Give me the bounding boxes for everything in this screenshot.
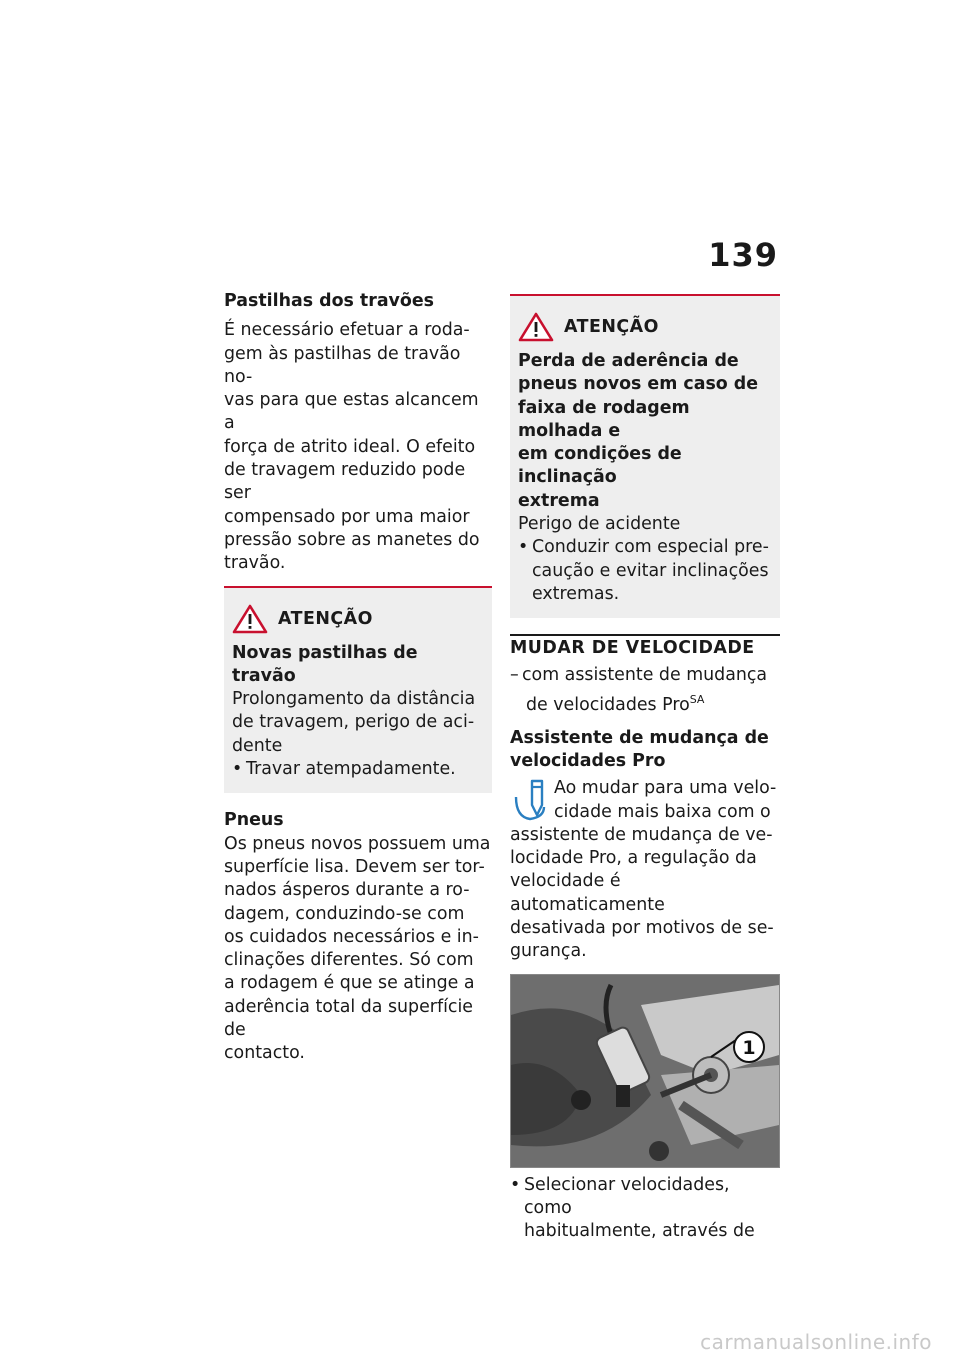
bullet-text: Selecionar velocidades, como	[524, 1174, 730, 1218]
text-line: gem às pastilhas de travão no-	[224, 343, 461, 387]
brake-pads-text	[224, 319, 492, 575]
warning-title-line: extrema	[518, 490, 600, 511]
text-line: compensado por uma maior	[224, 506, 470, 527]
warning-text: Perigo de acidente	[518, 514, 681, 535]
bullet-dot: •	[518, 537, 529, 558]
left-column	[224, 290, 492, 1066]
warning-title-line: Perda de aderência de	[518, 351, 739, 371]
warning-title-line: faixa de rodagem molhada e	[518, 397, 690, 441]
dash-text: de velocidades Pro	[526, 694, 690, 715]
dash-marker: –	[510, 665, 519, 686]
warning-label: ATENÇÃO	[278, 608, 373, 629]
bullet-item	[232, 758, 484, 781]
tyres-title: Pneus	[224, 810, 284, 831]
warning-triangle-icon	[232, 604, 268, 634]
text-line: vas para que estas alcancem a	[224, 390, 479, 434]
bullet-item	[510, 1174, 780, 1244]
warning-title-line: em condições de inclinação	[518, 444, 682, 488]
tyres-text	[224, 833, 492, 1066]
bullet-text: habitualmente, através de	[524, 1221, 755, 1242]
text-line: assistente de mudança de ve-	[510, 824, 773, 845]
warning-box-brake-pads	[224, 586, 492, 794]
bullet-text: Travar atempadamente.	[246, 759, 456, 780]
note-pencil-icon	[510, 777, 550, 823]
text-line: cidade mais baixa com o	[554, 801, 771, 822]
page-number: 139	[708, 236, 778, 274]
right-column	[510, 294, 780, 1244]
text-line: força de atrito ideal. O efeito	[224, 436, 476, 457]
text-line: É necessário efetuar a roda-	[224, 320, 470, 341]
text-line: dente	[232, 735, 283, 756]
text-line: Prolongamento da distância	[232, 689, 476, 710]
text-line: de travagem reduzido pode ser	[224, 460, 466, 504]
dash-item	[510, 664, 780, 716]
bullet-text: Conduzir com especial pre-	[532, 537, 769, 558]
gear-shift-photo	[510, 974, 780, 1168]
warning-triangle-icon	[518, 312, 554, 342]
bullet-dot: •	[232, 759, 243, 780]
warning-box-tyres	[510, 294, 780, 618]
text-line: locidade Pro, a regulação da	[510, 848, 757, 869]
text-line: de travagem, perigo de aci-	[232, 712, 475, 733]
text-line: dagem, conduzindo-se com	[224, 903, 465, 924]
text-line: desativada por motivos de se-	[510, 918, 774, 939]
section-title: MUDAR DE VELOCIDADE	[510, 634, 780, 658]
text-line: gurança.	[510, 941, 587, 962]
dash-text: com assistente de mudança	[522, 665, 768, 686]
warning-title: Novas pastilhas de travão	[232, 642, 418, 686]
assistant-title-line: Assistente de mudança de	[510, 727, 769, 748]
warning-title-line: pneus novos em caso de	[518, 374, 759, 395]
assistant-title-line: velocidades Pro	[510, 750, 666, 771]
bullet-text: caução e evitar inclinações	[532, 560, 769, 581]
photo-callout: 1	[742, 1036, 756, 1059]
text-line: nados ásperos durante a ro-	[224, 880, 470, 901]
text-line: velocidade é automaticamente	[510, 871, 665, 915]
warning-label: ATENÇÃO	[564, 317, 659, 337]
bullet-text: extremas.	[532, 583, 620, 604]
text-line: superfície lisa. Devem ser tor-	[224, 856, 485, 877]
brake-pads-title: Pastilhas dos travões	[224, 291, 434, 311]
text-line: Ao mudar para uma velo-	[554, 778, 777, 799]
text-line: aderência total da superfície de	[224, 996, 473, 1041]
text-line: travão.	[224, 553, 286, 574]
text-line: os cuidados necessários e in-	[224, 926, 479, 947]
bullet-item	[518, 536, 772, 606]
text-line: contacto.	[224, 1043, 305, 1064]
gear-shift-photo-drawing	[511, 975, 779, 1167]
sa-superscript: SA	[689, 692, 705, 706]
bullet-dot: •	[510, 1174, 521, 1195]
text-line: clinações diferentes. Só com	[224, 950, 474, 971]
text-line: pressão sobre as manetes do	[224, 529, 480, 550]
text-line: a rodagem é que se atinge a	[224, 973, 475, 994]
watermark: carmanualsonline.info	[700, 1330, 932, 1354]
text-line: Os pneus novos possuem uma	[224, 833, 491, 854]
note-block	[510, 777, 780, 824]
